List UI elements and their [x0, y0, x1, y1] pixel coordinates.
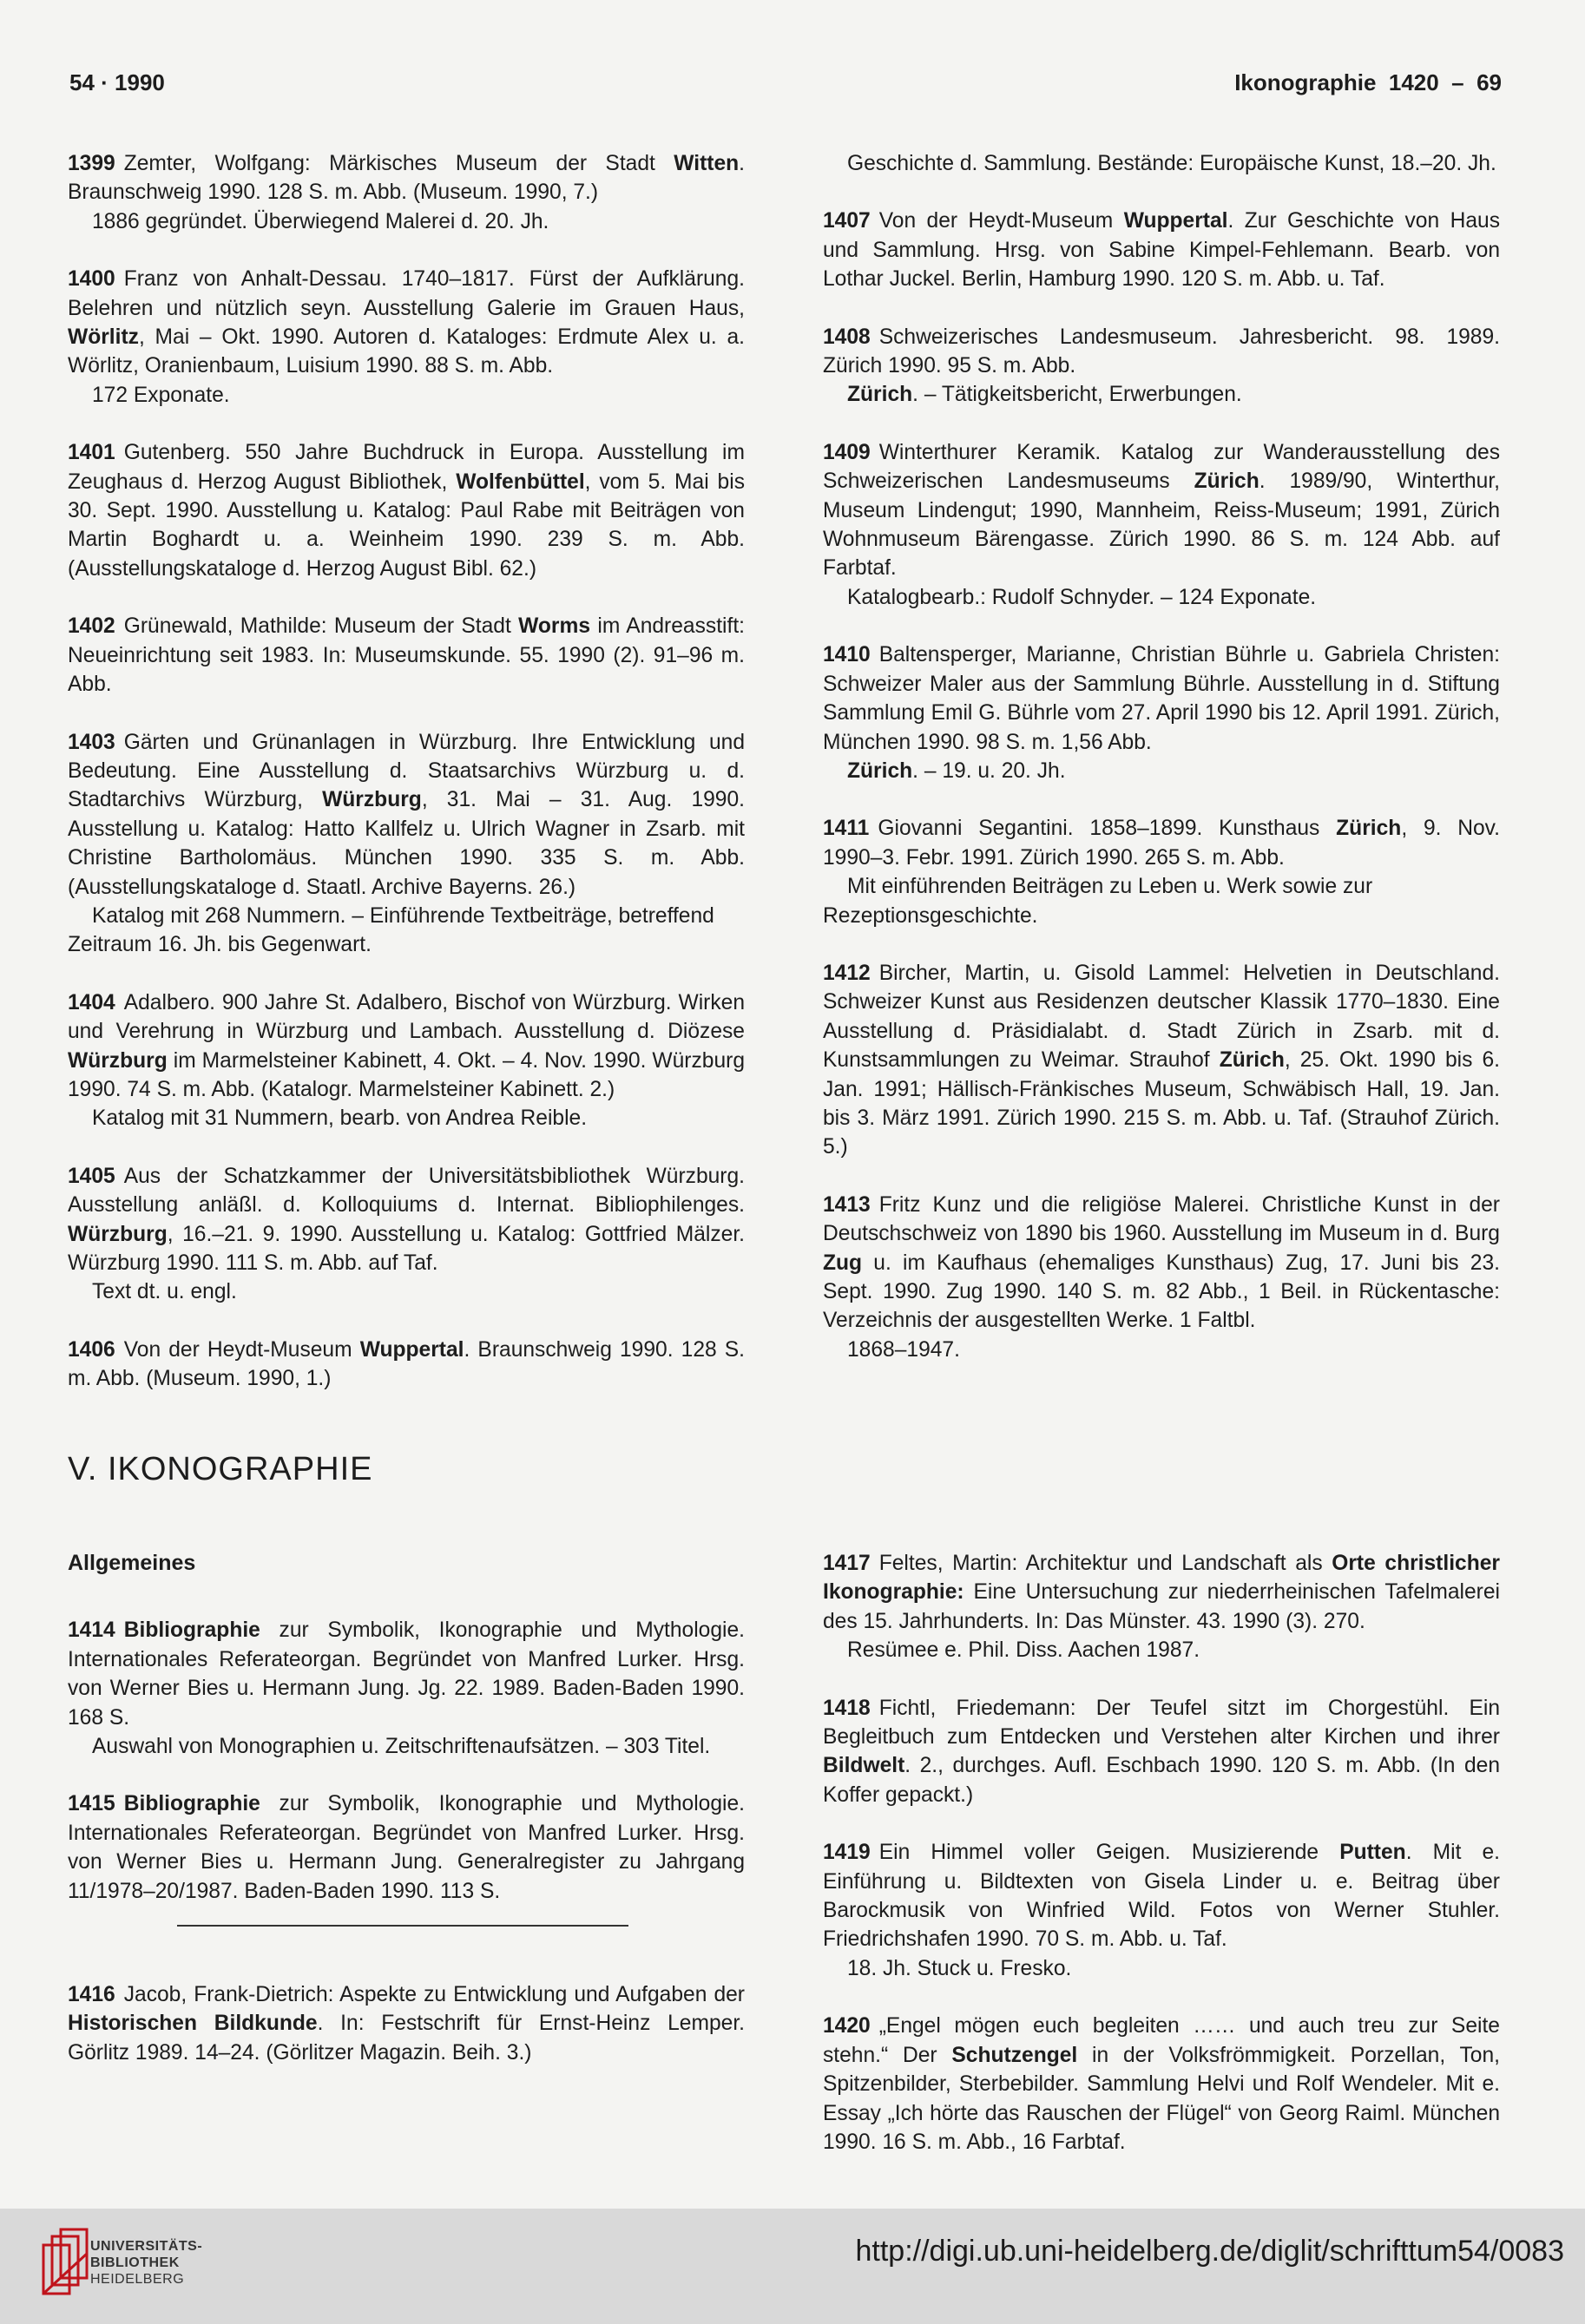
entry-text: , 25. Okt. 1990 bis 6. Jan. 1991; Hällisch-Fränkisches Museum, Schwäbisch Hall, 19. Jan. bis 3. März 1991. Zürich 1990. 215 S. m. Abb. u. Taf. (Strauhof Zürich. 5.)	[823, 1048, 1500, 1159]
entry-text: , 16.–21. 9. 1990. Ausstellung u. Katalog: Gottfried Mälzer. Würzburg 1990. 111 S. m. Abb. auf Taf.	[68, 1222, 745, 1275]
entry-note: Text dt. u. engl.	[92, 1280, 237, 1304]
entry-note: 172 Exponate.	[92, 383, 230, 407]
entry-note: Katalog mit 268 Nummern. – Einführende Textbeiträge, betreffend Zeitraum 16. Jh. bis Gegenwart.	[68, 903, 714, 957]
column-right-top	[823, 149, 1500, 1393]
library-logo-icon	[38, 2228, 92, 2302]
entry-keyword: Bibliographie	[123, 1618, 260, 1643]
entry-text: Ein Himmel voller Geigen. Musizierende	[878, 1841, 1340, 1865]
entry-note: Mit einführenden Beiträgen zu Leben u. Werk sowie zur Rezeptionsgeschichte.	[823, 875, 1373, 928]
entry-note	[823, 757, 1500, 785]
library-name	[90, 2238, 202, 2288]
entry-text: „Engel mögen euch begleiten …… und auch treu zur Seite stehn.“ Der	[823, 2014, 1500, 2067]
page-header-right: Ikonographie 1420 – 69	[1234, 69, 1502, 95]
entry-1412	[823, 959, 1500, 1162]
entry-keyword: Zürich	[847, 758, 913, 783]
entry-text: Gärten und Grünanlagen in Würzburg. Ihre Entwicklung und Bedeutung. Eine Ausstellung d. Staatsarchivs Würzburg u. d. Stadtarchivs Würzburg,	[68, 730, 745, 812]
entry-note: 1868–1947.	[847, 1337, 960, 1362]
entry-1418	[823, 1694, 1500, 1810]
entry-keyword: Putten	[1339, 1841, 1406, 1865]
entry-keyword: Zürich	[1194, 469, 1259, 494]
entry-text: Baltensperger, Marianne, Christian Bührle u. Gabriela Christen: Schweizer Maler aus der Sammlung Bührle. Ausstellung in d. Stiftung Sammlung Emil G. Bührle vom 27. April 1990 bis 12. April 1991. Zürich, München 1990. 98 S. m. 1,56 Abb.	[823, 643, 1500, 754]
entry-text: Fichtl, Friedemann: Der Teufel sitzt im Chorgestühl. Ein Begleitbuch zum Entdecken und Verstehen alter Kirchen und ihrer	[823, 1696, 1500, 1750]
entry-number: 1413	[823, 1192, 871, 1217]
entry-keyword: Wolfenbüttel	[456, 469, 585, 494]
footer-bar	[0, 2209, 1585, 2324]
entry-keyword: Historischen Bildkunde	[68, 2012, 318, 2036]
page-header-left: 54 · 1990	[69, 69, 165, 95]
entry-text: Gutenberg. 550 Jahre Buchdruck in Europa. Ausstellung im Zeughaus d. Herzog August Bibliothek,	[68, 441, 745, 494]
entry-text: Jacob, Frank-Dietrich: Aspekte zu Entwicklung und Aufgaben der	[123, 1983, 745, 2007]
entry-text: Feltes, Martin: Architektur und Landschaft als	[878, 1552, 1332, 1575]
entry-number: 1400	[68, 267, 115, 292]
entry-1406	[68, 1336, 745, 1394]
entry-note-text: . – 19. u. 20. Jh.	[912, 758, 1066, 783]
entry-1400	[68, 265, 745, 410]
entry-1415	[68, 1789, 745, 1906]
entry-1420	[823, 2012, 1500, 2157]
entry-text: . Braunschweig 1990. 128 S. m. Abb. (Museum. 1990, 1.)	[68, 1337, 746, 1391]
entry-number: 1407	[823, 209, 871, 233]
entry-number: 1408	[823, 325, 871, 349]
entry-keyword: Bildwelt	[823, 1754, 905, 1778]
entry-text: Von der Heydt-Museum	[123, 1337, 360, 1362]
entry-text: Winterthurer Keramik. Katalog zur Wanderausstellung des Schweizerischen Landesmuseums	[823, 440, 1500, 494]
section-title: V. IKONOGRAPHIE	[68, 1451, 373, 1487]
entry-text: Franz von Anhalt-Dessau. 1740–1817. Fürst der Aufklärung. Belehren und nützlich seyn. Ausstellung Galerie im Grauen Haus,	[68, 267, 745, 320]
entry-number: 1406	[68, 1337, 115, 1362]
entry-keyword: Würzburg	[68, 1048, 168, 1073]
entry-text: , 9. Nov. 1990–3. Febr. 1991. Zürich 1990. 265 S. m. Abb.	[823, 817, 1500, 870]
entry-1417	[823, 1549, 1500, 1665]
entry-number: 1411	[823, 817, 870, 841]
entry-1416	[68, 1980, 745, 2067]
entry-text: zur Symbolik, Ikonographie und Mythologie. Internationales Referateorgan. Begründet von Manfred Lurker. Hrsg. von Werner Bies u. Hermann Jung. Jg. 22. 1989. Baden-Baden 1990. 168 S.	[68, 1618, 745, 1730]
entry-text: zur Symbolik, Ikonographie und Mythologie. Internationales Referateorgan. Begründet von Manfred Lurker. Hrsg. von Werner Bies u. Hermann Jung. Generalregister zu Jahrgang 11/1978–20/1987. Baden-Baden 1990. 113 S.	[68, 1792, 745, 1903]
entry-number: 1403	[68, 730, 115, 754]
entry-1410	[823, 640, 1500, 785]
entry-keyword: Orte christlicher Ikonographie:	[823, 1552, 1500, 1605]
entry-1407	[823, 207, 1500, 293]
entry-number: 1420	[823, 2014, 871, 2038]
entry-number: 1410	[823, 643, 871, 667]
entry-text: in der Volksfrömmigkeit. Porzellan, Ton, Spitzenbilder, Sterbebilder. Sammlung Helvi und Rolf Wendeler. Mit e. Essay „Ich hörte das Rauschen der Flügel“ von Georg Raiml. München 1990. 16 S. m. Abb., 16 Farbtaf.	[823, 2043, 1501, 2154]
entry-1403	[68, 728, 745, 960]
entry-note-text: . – Tätigkeitsbericht, Erwerbungen.	[912, 383, 1242, 407]
entry-number: 1409	[823, 440, 871, 464]
entry-1419	[823, 1838, 1500, 1983]
entry-1399	[68, 149, 745, 236]
entry-keyword: Würzburg	[68, 1222, 168, 1246]
column-left-bottom	[68, 1549, 745, 2096]
entry-1405	[68, 1162, 745, 1307]
entry-1409	[823, 438, 1500, 612]
entry-note: Geschichte d. Sammlung. Bestände: Europäische Kunst, 18.–20. Jh.	[847, 152, 1496, 175]
entry-note: 18. Jh. Stuck u. Fresko.	[847, 1956, 1072, 1980]
entry-text: Fritz Kunz und die religiöse Malerei. Christliche Kunst in der Deutschschweiz von 1890 bis 1960. Ausstellung im Museum in d. Burg	[823, 1192, 1500, 1246]
entry-note: Resümee e. Phil. Diss. Aachen 1987.	[847, 1638, 1200, 1663]
entry-note: Auswahl von Monographien u. Zeitschriftenaufsätzen. – 303 Titel.	[92, 1735, 711, 1759]
entry-keyword: Zürich	[847, 383, 913, 407]
entry-text: , vom 5. Mai bis 30. Sept. 1990. Ausstellung u. Katalog: Paul Rabe mit Beiträgen von Martin Boghardt u. a. Weinheim 1990. 239 S. m. Abb. (Ausstellungskataloge d. Herzog August Bibl. 62.)	[68, 469, 745, 581]
entry-1411	[823, 814, 1500, 930]
source-url-link[interactable]: http://digi.ub.uni-heidelberg.de/diglit/schrifttum54/0083	[855, 2235, 1564, 2268]
entry-1402	[68, 612, 745, 699]
entry-number: 1416	[68, 1983, 115, 2007]
entry-keyword: Wuppertal	[359, 1337, 464, 1362]
entry-text: Aus der Schatzkammer der Universitätsbibliothek Würzburg. Ausstellung anläßl. d. Kolloquiums d. Internat. Bibliophilenges.	[68, 1164, 745, 1218]
entry-note: Katalogbearb.: Rudolf Schnyder. – 124 Exponate.	[847, 585, 1317, 609]
entry-number: 1402	[68, 614, 115, 639]
entry-text: . Zur Geschichte von Haus und Sammlung. Hrsg. von Sabine Kimpel-Fehlemann. Bearb. von Lothar Juckel. Berlin, Hamburg 1990. 120 S. m. Abb. u. Taf.	[823, 209, 1501, 292]
entry-note: 1886 gegründet. Überwiegend Malerei d. 20. Jh.	[92, 209, 549, 233]
entry-text: Zemter, Wolfgang: Märkisches Museum der Stadt	[123, 152, 674, 175]
entry-note	[823, 380, 1500, 409]
entry-number: 1417	[823, 1552, 871, 1575]
entry-text: . Mit e. Einführung u. Bildtexten von Gisela Linder u. e. Beitrag über Barockmusik von Winfried Wild. Fotos von Werner Stuhler. Friedrichshafen 1990. 70 S. m. Abb. u. Taf.	[823, 1841, 1500, 1952]
entry-number: 1405	[68, 1164, 115, 1188]
entry-continuation	[823, 149, 1500, 178]
entry-keyword: Würzburg	[322, 788, 422, 812]
entry-keyword: Schutzengel	[951, 2043, 1078, 2067]
entry-text: im Marmelsteiner Kabinett, 4. Okt. – 4. Nov. 1990. Würzburg 1990. 74 S. m. Abb. (Katalogr. Marmelsteiner Kabinett. 2.)	[68, 1048, 745, 1101]
entry-text: Von der Heydt-Museum	[878, 209, 1124, 233]
entry-number: 1418	[823, 1696, 871, 1720]
entry-keyword: Zürich	[1219, 1048, 1285, 1073]
entry-number: 1412	[823, 961, 871, 985]
column-left-top	[68, 149, 745, 1422]
entry-1404	[68, 988, 745, 1133]
entry-keyword: Bibliographie	[123, 1792, 260, 1816]
library-name-line: UNIVERSITÄTS-	[90, 2239, 203, 2254]
library-name-line: BIBLIOTHEK	[90, 2255, 180, 2270]
entry-text: Eine Untersuchung zur niederrheinischen Tafelmalerei des 15. Jahrhunderts. In: Das Münster. 43. 1990 (3). 270.	[823, 1580, 1500, 1633]
entry-keyword: Worms	[518, 614, 591, 639]
entry-text: Adalbero. 900 Jahre St. Adalbero, Bischof von Würzburg. Wirken und Verehrung in Würzburg und Lambach. Ausstellung d. Diözese	[68, 990, 745, 1044]
entry-1414	[68, 1616, 745, 1761]
entry-number: 1415	[68, 1792, 115, 1816]
entry-text: . 1989/90, Winterthur, Museum Lindengut; 1990, Mannheim, Reiss-Museum; 1991, Zürich Wohnmuseum Bärengasse. Zürich 1990. 86 S. m. 124 Abb. auf Farbtaf.	[823, 469, 1500, 581]
entry-text: . Braunschweig 1990. 128 S. m. Abb. (Museum. 1990, 7.)	[68, 152, 745, 205]
entry-keyword: Witten	[674, 152, 740, 175]
entry-note: Katalog mit 31 Nummern, bearb. von Andrea Reible.	[92, 1106, 588, 1131]
library-name-line: HEIDELBERG	[90, 2272, 185, 2287]
entry-text: . In: Festschrift für Ernst-Heinz Lemper. Görlitz 1989. 14–24. (Görlitzer Magazin. Beih. 3.)	[68, 2012, 745, 2065]
entry-keyword: Zürich	[1336, 817, 1402, 841]
entry-text: Schweizerisches Landesmuseum. Jahresbericht. 98. 1989. Zürich 1990. 95 S. m. Abb.	[823, 325, 1500, 378]
subsection-heading: Allgemeines	[68, 1551, 196, 1575]
entry-number: 1419	[823, 1841, 871, 1865]
entry-1408	[823, 323, 1500, 410]
entry-keyword: Wuppertal	[1123, 209, 1228, 233]
entry-keyword: Wörlitz	[68, 325, 139, 350]
entry-keyword: Zug	[823, 1251, 863, 1275]
entry-text: Giovanni Segantini. 1858–1899. Kunsthaus	[878, 817, 1337, 841]
entry-number: 1399	[68, 152, 115, 175]
entry-text: im Andreasstift: Neueinrichtung seit 1983. In: Museumskunde. 55. 1990 (2). 91–96 m. Abb.	[68, 614, 745, 697]
entry-number: 1401	[68, 441, 115, 465]
entry-text: . 2., durchges. Aufl. Eschbach 1990. 120 S. m. Abb. (In den Koffer gepackt.)	[823, 1754, 1500, 1807]
separator-rule	[177, 1925, 628, 1927]
entry-text: , Mai – Okt. 1990. Autoren d. Kataloges: Erdmute Alex u. a. Wörlitz, Oranienbaum, Luisium 1990. 88 S. m. Abb.	[68, 325, 745, 378]
entry-1413	[823, 1191, 1500, 1364]
entry-1401	[68, 438, 745, 583]
entry-number: 1404	[68, 990, 115, 1014]
entry-text: , 31. Mai – 31. Aug. 1990. Ausstellung u. Katalog: Hatto Kallfelz u. Ulrich Wagner in Zsarb. mit Christine Bartholomäus. München 1990. 335 S. m. Abb. (Ausstellungskataloge d. Staatl. Archive Bayerns. 26.)	[68, 788, 745, 899]
column-right-bottom	[823, 1549, 1500, 2185]
entry-text: u. im Kaufhaus (ehemaliges Kunsthaus) Zug, 17. Juni bis 23. Sept. 1990. Zug 1990. 140 S. m. 82 Abb., 1 Beil. in Rückentasche: Verzeichnis der ausgestellten Werke. 1 Faltbl.	[823, 1251, 1500, 1333]
entry-number: 1414	[68, 1618, 115, 1643]
entry-text: Grünewald, Mathilde: Museum der Stadt	[123, 614, 519, 639]
entry-text: Bircher, Martin, u. Gisold Lammel: Helvetien in Deutschland. Schweizer Kunst aus Residenzen deutscher Klassik 1770–1830. Eine Ausstellung d. Präsidialabt. d. Stadt Zürich in Zsarb. mit d. Kunstsammlungen zu Weimar. Strauhof	[823, 961, 1500, 1073]
